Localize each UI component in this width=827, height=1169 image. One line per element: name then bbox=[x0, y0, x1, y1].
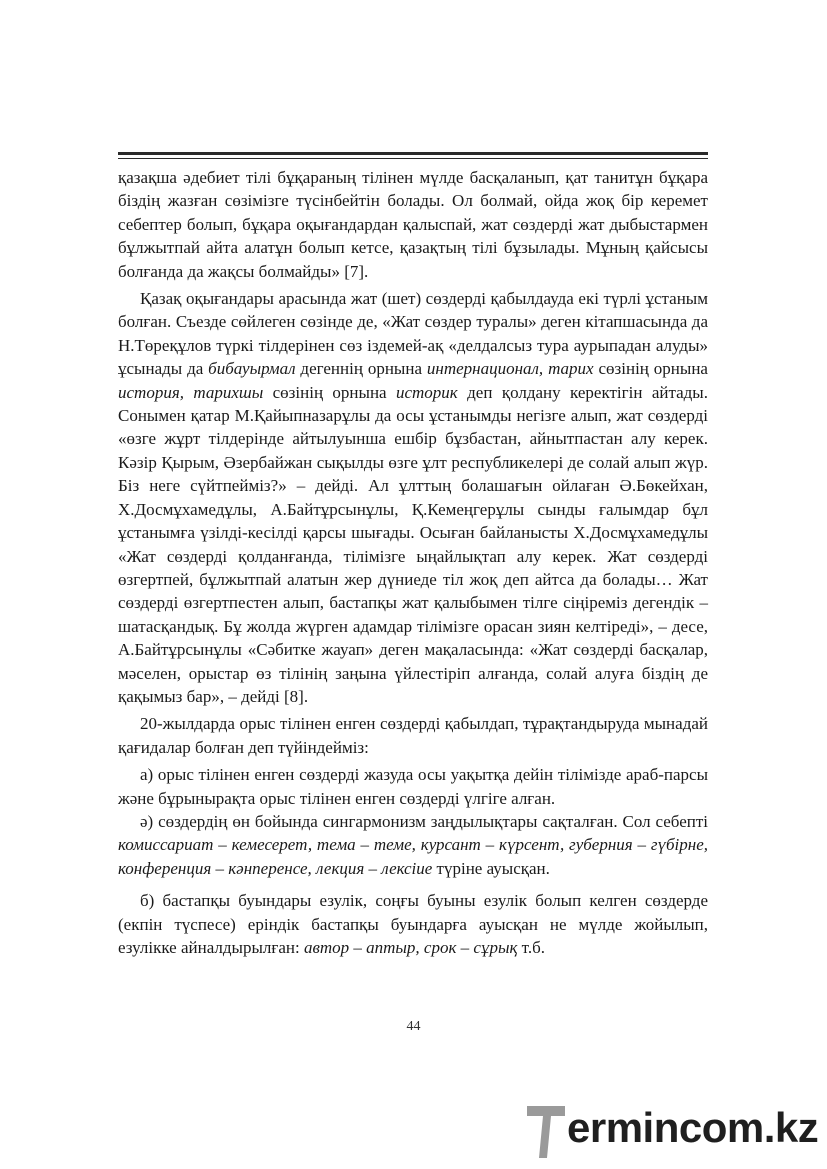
italic-run: историк bbox=[395, 382, 458, 402]
text-run: б) бастапқы буындары езулік, соңғы буыны езулік болып келген сөздерде (екпін түспесе) еріндік бастапқы буындарға ауысқан не мүлде жойылып, езулікке айналдырылған: bbox=[118, 891, 708, 957]
text-run: деп қолдану керектігін айтады. Сонымен қатар М.Қайыпназарұлы да осы ұстанымды негізге алып, жат сөздерді «өзге жұрт тілдерінде айтылуынша ешбір бұзбастан, айнытпастан алу керек. Кәзір Қырым, Әзербайжан сықылды өзге ұлт республикелері де солай алып жүр. Біз неге сүйтпейміз?» – дейді. Ал ұлттың болашағын ойлаған Ә.Бөкейхан, Х.Досмұхамедұлы, А.Байтұрсынұлы, Қ.Кемеңгерұлы сынды ғалымдар бұл ұстанымға үзілді-кесілді қарсы шығады. Осыған байланысты Х.Досмұхамедұлы «Жат сөздерді қолданғанда, тілімізге ыңайлықтап алу керек. Жат сөздерді өзгертпей, бұлжытпай алатын жер дүниеде тіл жоқ деп айтса да болады… Жат сөздерді өзгертпестен алып, бастапқы жат қалыбымен тілге сіңіреміз дегендік – шатасқандық. Бұ жолда жүрген адамдар тілімізге орасан зиян келтіреді», – десе, А.Байтұрсынұлы «Сәбитке жауап» деген мақаласында: «Жат сөздерді басқалар, мәселен, орыстар өз тілінің заңына үйлестіріп алғанда, солай алуға біздің де қақымыз бар», – дейді [8]. bbox=[118, 382, 708, 706]
text-run: сөзінің орнына bbox=[593, 359, 708, 379]
logo-text: ermincom.kz bbox=[567, 1104, 819, 1151]
logo-t-glyph bbox=[527, 1106, 565, 1158]
italic-run: интернационал, тарих bbox=[426, 359, 594, 379]
page-body bbox=[118, 166, 708, 959]
text-run: сөзінің орнына bbox=[263, 382, 396, 402]
paragraph-1 bbox=[118, 166, 708, 283]
text-run: қазақша әдебиет тілі бұқараның тілінен мүлде басқаланып, қат танитұн бұқара біздің жазған сөзімізге түсінбейтін болады. Ол болмай, ойда жоқ бір керемет себептер болып, бұқара оқығандардан қалыспай, жат сөздерді жат дыбыстармен бұлжытпай айта алатұн болып кетсе, қазақтың тілі бұзылады. Мұның қайсысы болғанда да жақсы болмайды» [7]. bbox=[118, 168, 708, 281]
text-run: ә) сөздердің өн бойында сингармонизм заңдылықтары сақталған. Сол себепті bbox=[140, 811, 708, 831]
text-run: Қазақ оқығандары арасында жат (шет) сөздерді қабылдауда екі түрлі ұстаным болған. Съезде сөйлеген сөзінде де, «Жат сөздер туралы» деген кітапшасында да Н.Төреқұлов түркі тілдерінен сөз іздемей-ақ «делдалсыз тура аурыпадан алуды» ұсынады да bbox=[118, 289, 708, 379]
page-number: 44 bbox=[406, 1019, 421, 1034]
text-run: түріне ауысқан. bbox=[432, 858, 550, 878]
paragraph-2 bbox=[118, 287, 708, 708]
italic-run: бибауырмал bbox=[208, 359, 296, 379]
header-rule-thick bbox=[118, 152, 708, 155]
paragraph-3 bbox=[118, 712, 708, 759]
text-run: т.б. bbox=[517, 938, 545, 957]
paragraph-6 bbox=[118, 889, 708, 959]
terminkom-logo bbox=[527, 1102, 817, 1162]
italic-run: комиссариат – кемесерет, тема – теме, курсант – күрсент, губерния – гүбірне, конференция – кәнперенсе, лекция – лексіие bbox=[118, 835, 708, 878]
logo-letter: T bbox=[546, 1154, 547, 1155]
paragraph-5 bbox=[118, 810, 708, 880]
text-run: а) орыс тілінен енген сөздерді жазуда осы уақытқа дейін тілімізде араб-парсы және бұрынырақта орыс тілінен енген сөздерді үлгіге алған. bbox=[118, 765, 708, 808]
italic-run: история, тарихшы bbox=[118, 382, 264, 402]
text-run: дегеннің орнына bbox=[295, 359, 427, 379]
text-run: 20-жылдарда орыс тілінен енген сөздерді қабылдап, тұрақтандыруда мынадай қағидалар болған деп түйіндейміз: bbox=[118, 714, 708, 757]
paragraph-4 bbox=[118, 763, 708, 810]
header-rule-thin bbox=[118, 158, 708, 159]
italic-run: автор – аптыр, срок – сұрық bbox=[303, 938, 518, 957]
